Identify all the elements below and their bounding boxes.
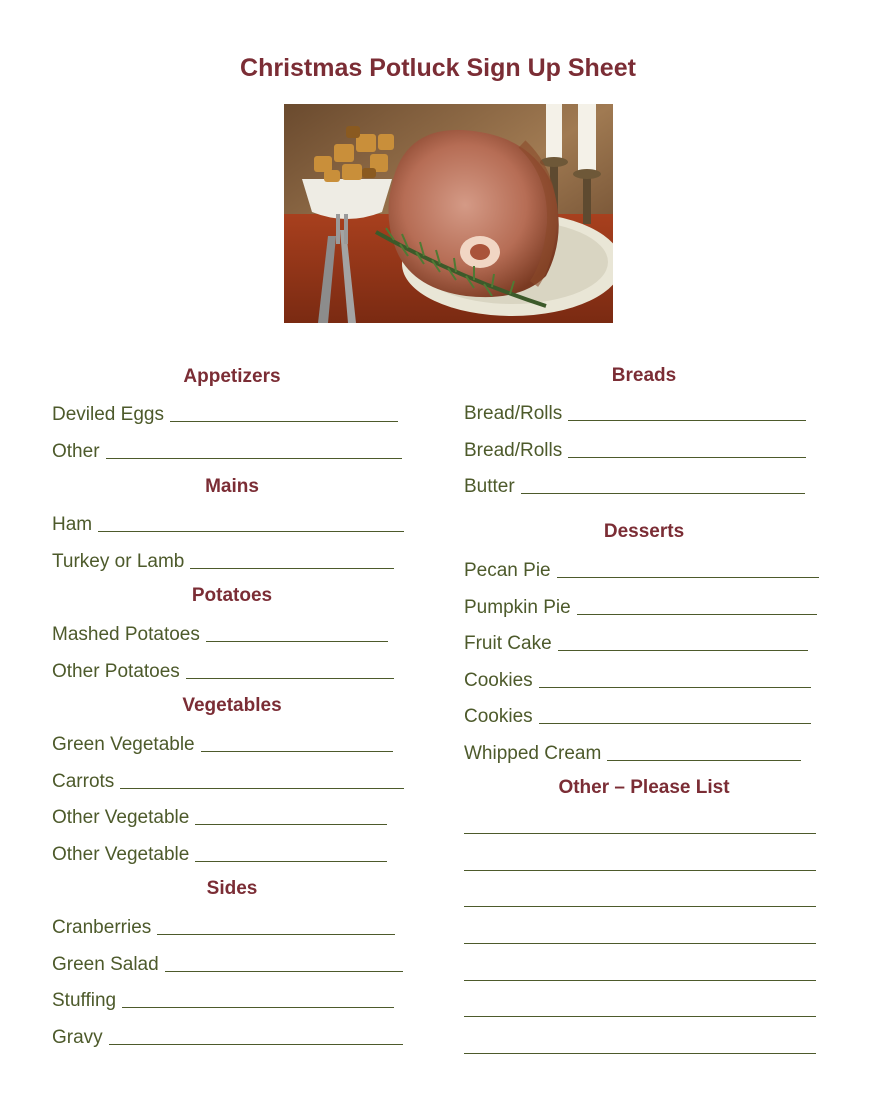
signup-row-gravy — [52, 1023, 403, 1049]
signup-line[interactable] — [122, 1007, 394, 1008]
item-label: Cranberries — [52, 917, 152, 938]
item-label: Deviled Eggs — [52, 404, 164, 425]
item-label: Other Vegetable — [52, 844, 190, 865]
signup-line[interactable] — [206, 641, 388, 642]
signup-line[interactable] — [539, 687, 811, 688]
item-label: Fruit Cake — [464, 633, 552, 654]
signup-row-butter — [464, 472, 805, 498]
signup-line[interactable] — [607, 760, 801, 761]
signup-row-deviled-eggs — [52, 400, 398, 426]
item-label: Whipped Cream — [464, 743, 602, 764]
item-label: Turkey or Lamb — [52, 551, 185, 572]
blank-signup-line-1[interactable] — [464, 833, 816, 834]
signup-row-cookies-1 — [464, 666, 811, 692]
section-heading-vegetables: Vegetables — [182, 695, 282, 716]
signup-line[interactable] — [201, 751, 393, 752]
item-label: Pumpkin Pie — [464, 597, 571, 618]
item-label: Other Potatoes — [52, 661, 180, 682]
page-title: Christmas Potluck Sign Up Sheet — [240, 54, 636, 82]
signup-line[interactable] — [98, 531, 404, 532]
signup-line[interactable] — [120, 788, 404, 789]
signup-row-ham — [52, 510, 404, 536]
blank-signup-line-4[interactable] — [464, 943, 816, 944]
signup-row-other-vegetable-2 — [52, 840, 387, 866]
signup-line[interactable] — [190, 568, 394, 569]
item-label: Green Salad — [52, 954, 159, 975]
blank-signup-line-7[interactable] — [464, 1053, 816, 1054]
signup-line[interactable] — [539, 723, 811, 724]
item-label: Ham — [52, 514, 93, 535]
signup-row-pumpkin-pie — [464, 593, 817, 619]
signup-line[interactable] — [195, 861, 387, 862]
signup-row-appetizer-other — [52, 437, 402, 463]
signup-line[interactable] — [106, 458, 402, 459]
signup-line[interactable] — [568, 457, 806, 458]
section-heading-desserts: Desserts — [603, 521, 685, 542]
signup-line[interactable] — [109, 1044, 403, 1045]
signup-line[interactable] — [577, 614, 817, 615]
signup-row-green-salad — [52, 950, 403, 976]
item-label: Cookies — [464, 706, 533, 727]
item-label: Stuffing — [52, 990, 117, 1011]
signup-row-stuffing — [52, 986, 394, 1012]
section-heading-sides: Sides — [206, 878, 258, 899]
blank-signup-line-5[interactable] — [464, 980, 816, 981]
item-label: Green Vegetable — [52, 734, 195, 755]
signup-line[interactable] — [157, 934, 395, 935]
signup-line[interactable] — [195, 824, 387, 825]
item-label: Mashed Potatoes — [52, 624, 200, 645]
signup-line[interactable] — [558, 650, 808, 651]
blank-signup-line-3[interactable] — [464, 906, 816, 907]
signup-line[interactable] — [557, 577, 819, 578]
section-heading-breads: Breads — [611, 365, 677, 386]
item-label: Other Vegetable — [52, 807, 190, 828]
section-heading-other-please-list: Other – Please List — [558, 777, 730, 798]
item-label: Other — [52, 441, 100, 462]
signup-row-bread-rolls-2 — [464, 436, 806, 462]
signup-row-green-vegetable — [52, 730, 393, 756]
item-label: Pecan Pie — [464, 560, 551, 581]
section-heading-potatoes: Potatoes — [191, 585, 273, 606]
item-label: Bread/Rolls — [464, 440, 563, 461]
item-label: Cookies — [464, 670, 533, 691]
signup-row-other-vegetable-1 — [52, 803, 387, 829]
signup-row-turkey-or-lamb — [52, 547, 394, 573]
signup-line[interactable] — [186, 678, 394, 679]
item-label: Butter — [464, 476, 515, 497]
signup-row-mashed-potatoes — [52, 620, 388, 646]
ham-dinner-photo — [284, 104, 613, 323]
signup-row-bread-rolls-1 — [464, 399, 806, 425]
section-heading-mains: Mains — [205, 476, 259, 497]
item-label: Carrots — [52, 771, 115, 792]
blank-signup-line-2[interactable] — [464, 870, 816, 871]
signup-row-fruit-cake — [464, 629, 808, 655]
signup-row-pecan-pie — [464, 556, 819, 582]
signup-row-whipped-cream — [464, 739, 801, 765]
signup-row-other-potatoes — [52, 657, 394, 683]
item-label: Bread/Rolls — [464, 403, 563, 424]
signup-row-carrots — [52, 767, 404, 793]
signup-line[interactable] — [521, 493, 805, 494]
signup-line[interactable] — [568, 420, 806, 421]
signup-line[interactable] — [170, 421, 398, 422]
blank-signup-line-6[interactable] — [464, 1016, 816, 1017]
signup-row-cookies-2 — [464, 702, 811, 728]
item-label: Gravy — [52, 1027, 103, 1048]
ham-dinner-illustration — [284, 104, 613, 323]
section-heading-appetizers: Appetizers — [183, 366, 281, 387]
signup-line[interactable] — [165, 971, 403, 972]
signup-row-cranberries — [52, 913, 395, 939]
